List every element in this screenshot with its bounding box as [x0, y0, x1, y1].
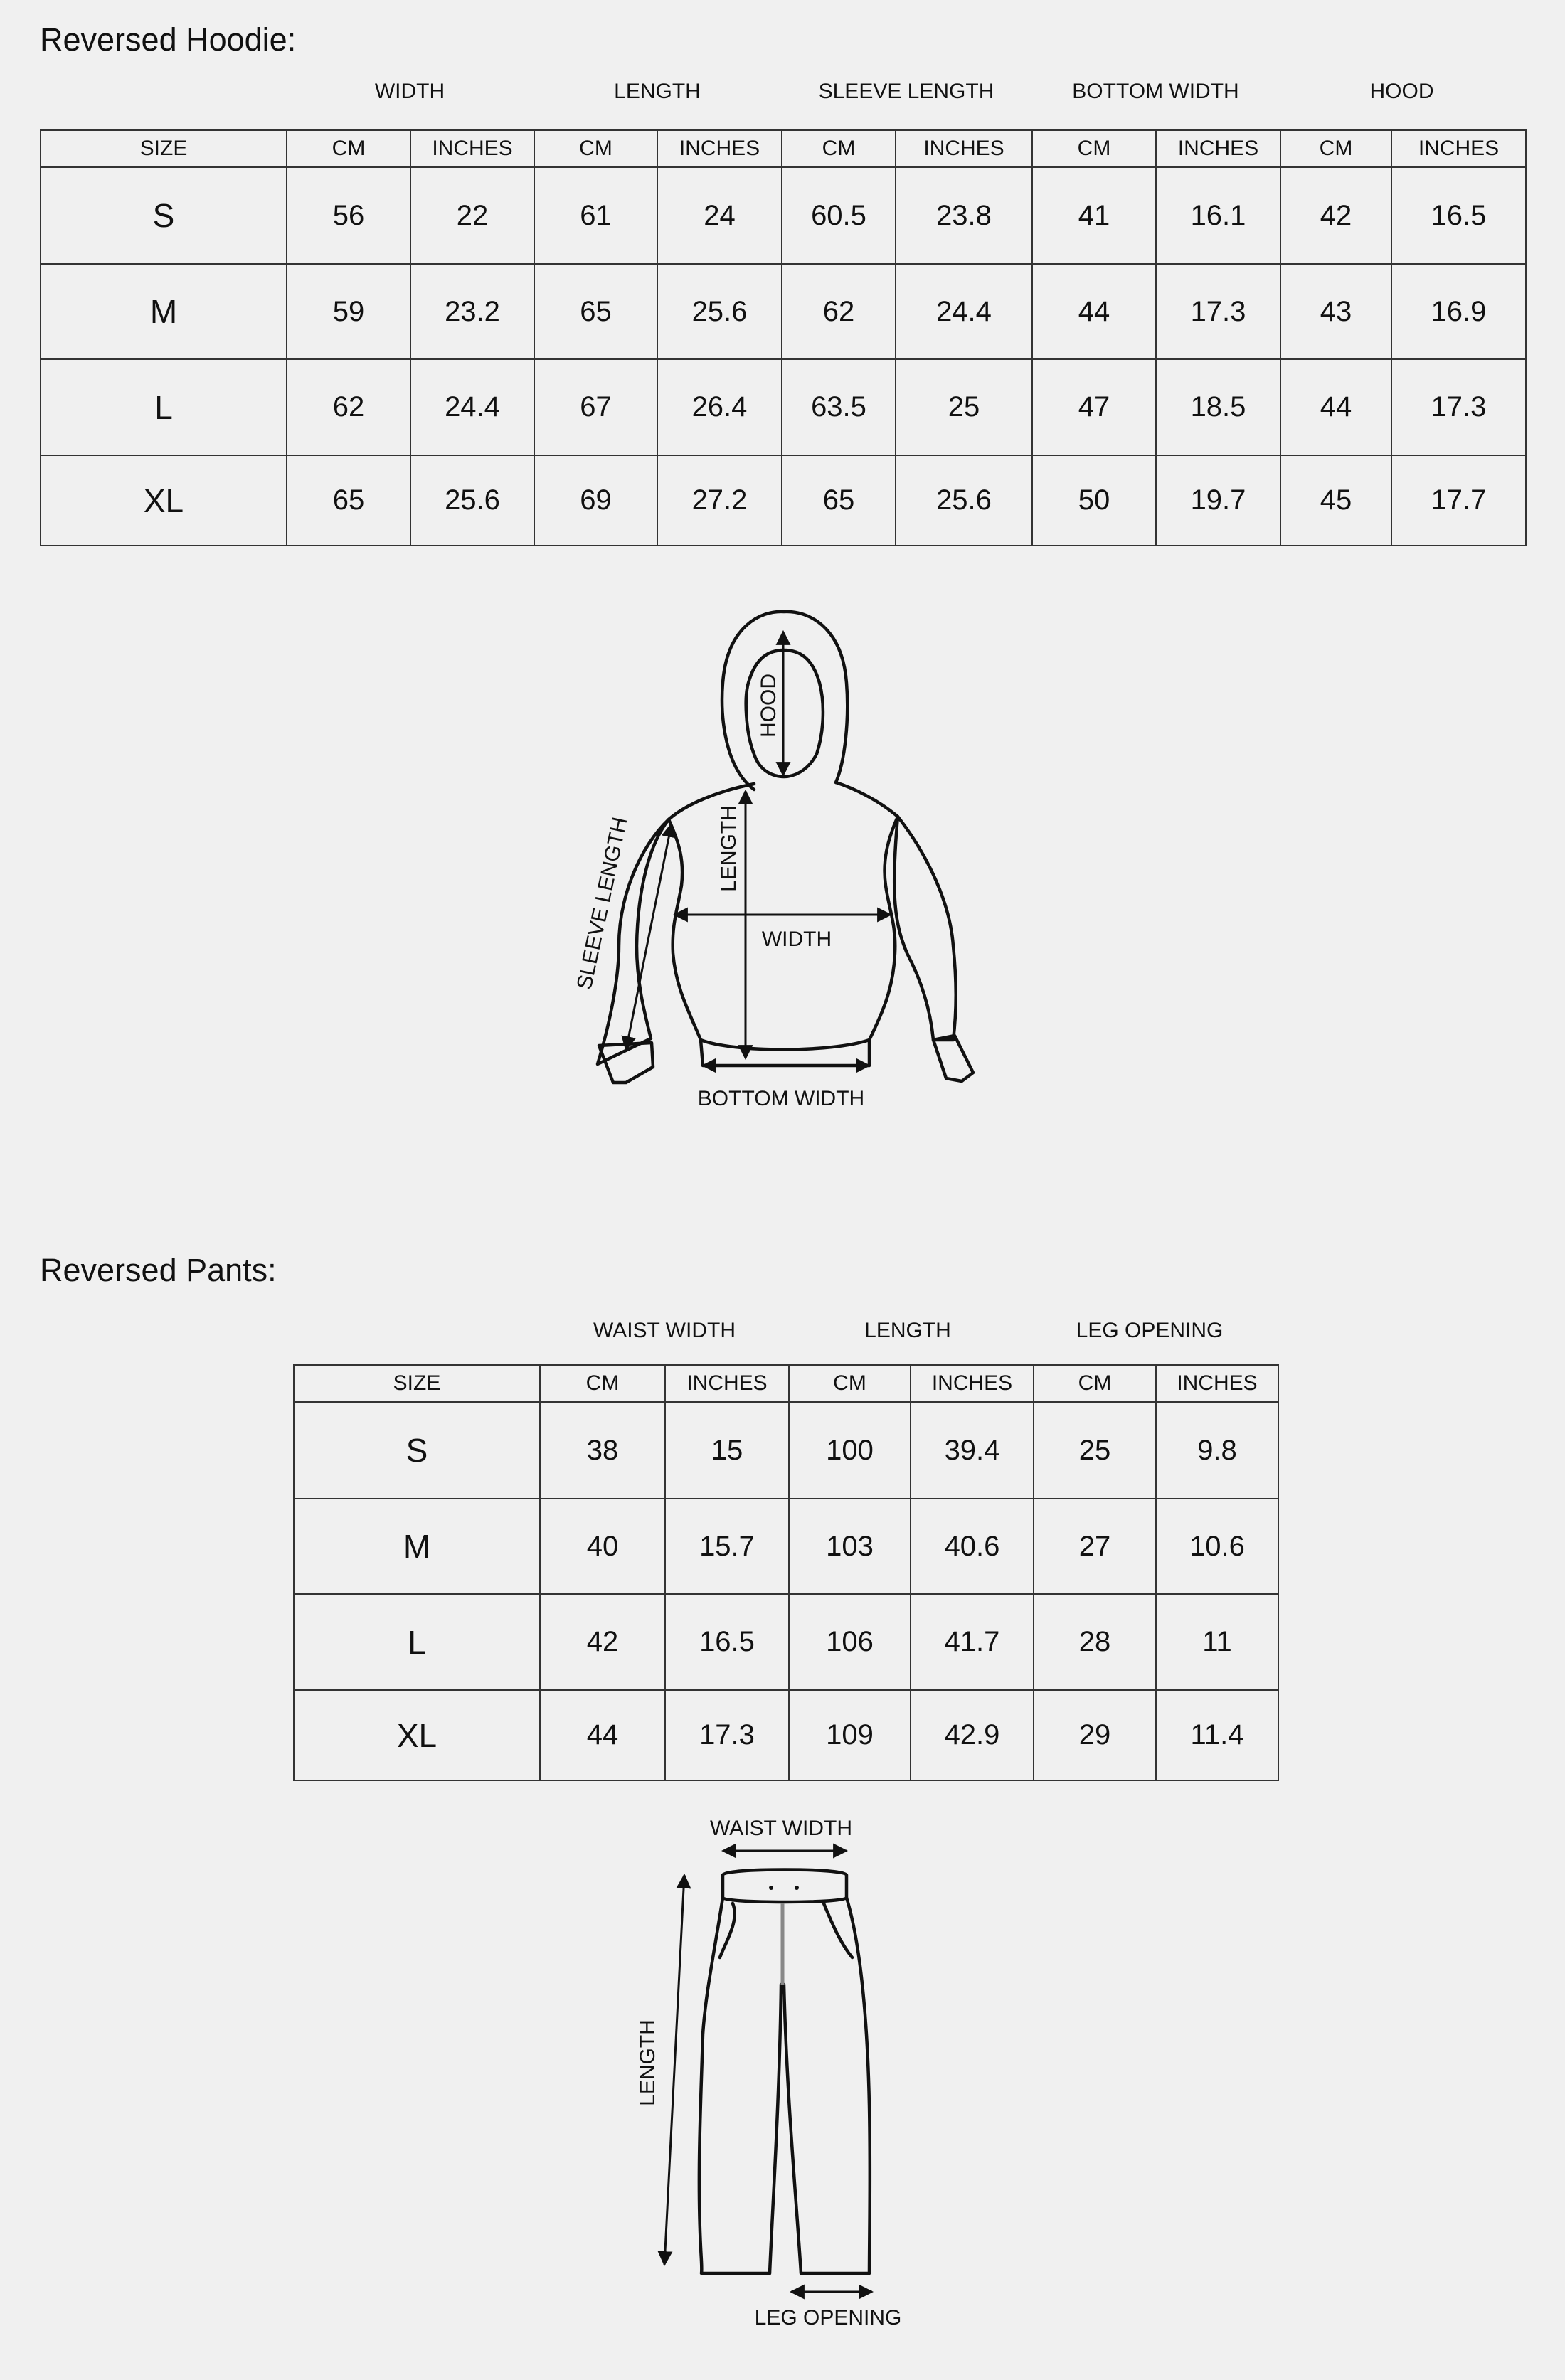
waist-width-label: WAIST WIDTH [710, 1817, 852, 1840]
table-row [294, 1594, 1278, 1690]
value-cell: 25.6 [410, 455, 534, 546]
hoodie-group-hood: HOOD [1369, 80, 1434, 103]
value-cell: 23.2 [410, 264, 534, 359]
value-cell: 25.6 [896, 455, 1032, 546]
value-cell: 106 [789, 1594, 911, 1690]
value-cell: 15.7 [665, 1499, 789, 1594]
length-arrow [664, 1875, 684, 2265]
table-row [41, 167, 1526, 264]
pants-outline [699, 1898, 870, 2273]
table-row [294, 1499, 1278, 1594]
pants-diagram [612, 1800, 939, 2347]
button-dot [795, 1886, 799, 1890]
value-cell: 103 [789, 1499, 911, 1594]
value-cell: 16.5 [665, 1594, 789, 1690]
value-cell: 44 [1280, 359, 1391, 455]
hoodie-group-length: LENGTH [614, 80, 701, 103]
value-cell: 40.6 [911, 1499, 1034, 1594]
bottom-width-label: BOTTOM WIDTH [697, 1087, 865, 1110]
pants-title: Reversed Pants: [40, 1252, 277, 1288]
pants-unit-row [294, 1365, 1278, 1402]
unit-inches: INCHES [1156, 1365, 1278, 1402]
size-cell: S [41, 167, 287, 264]
unit-inches: INCHES [1156, 130, 1280, 167]
value-cell: 38 [540, 1402, 665, 1499]
value-cell: 29 [1034, 1690, 1156, 1780]
value-cell: 25 [896, 359, 1032, 455]
value-cell: 67 [534, 359, 657, 455]
unit-inches: INCHES [657, 130, 782, 167]
leg-opening-label: LEG OPENING [754, 2306, 902, 2329]
value-cell: 25.6 [657, 264, 782, 359]
value-cell: 42.9 [911, 1690, 1034, 1780]
size-header: SIZE [294, 1365, 540, 1402]
hoodie-diagram [541, 597, 996, 1124]
hoodie-hem [701, 1040, 869, 1050]
value-cell: 17.3 [665, 1690, 789, 1780]
pants-group-waist-width: WAIST WIDTH [593, 1319, 736, 1342]
value-cell: 18.5 [1156, 359, 1280, 455]
value-cell: 23.8 [896, 167, 1032, 264]
hoodie-size-table [40, 129, 1527, 546]
waistband-outline [723, 1870, 847, 1903]
value-cell: 43 [1280, 264, 1391, 359]
size-header: SIZE [41, 130, 287, 167]
unit-inches: INCHES [410, 130, 534, 167]
value-cell: 109 [789, 1690, 911, 1780]
hood-outer-outline [722, 612, 847, 790]
unit-inches: INCHES [1391, 130, 1526, 167]
value-cell: 62 [782, 264, 896, 359]
right-pocket [824, 1903, 852, 1957]
size-cell: XL [41, 455, 287, 546]
value-cell: 61 [534, 167, 657, 264]
value-cell: 16.5 [1391, 167, 1526, 264]
size-cell: M [41, 264, 287, 359]
value-cell: 45 [1280, 455, 1391, 546]
value-cell: 39.4 [911, 1402, 1034, 1499]
value-cell: 26.4 [657, 359, 782, 455]
value-cell: 11.4 [1156, 1690, 1278, 1780]
value-cell: 16.9 [1391, 264, 1526, 359]
hoodie-title: Reversed Hoodie: [40, 21, 297, 58]
value-cell: 27.2 [657, 455, 782, 546]
value-cell: 24.4 [410, 359, 534, 455]
size-cell: S [294, 1402, 540, 1499]
value-cell: 27 [1034, 1499, 1156, 1594]
table-row [41, 359, 1526, 455]
pants-size-table [293, 1364, 1279, 1781]
value-cell: 41 [1032, 167, 1156, 264]
value-cell: 69 [534, 455, 657, 546]
size-cell: M [294, 1499, 540, 1594]
value-cell: 24.4 [896, 264, 1032, 359]
value-cell: 11 [1156, 1594, 1278, 1690]
value-cell: 42 [1280, 167, 1391, 264]
hood-label: HOOD [757, 674, 780, 738]
pants-group-length: LENGTH [864, 1319, 951, 1342]
value-cell: 24 [657, 167, 782, 264]
value-cell: 44 [1032, 264, 1156, 359]
value-cell: 17.3 [1391, 359, 1526, 455]
value-cell: 65 [534, 264, 657, 359]
unit-cm: CM [287, 130, 410, 167]
right-cuff [933, 1036, 973, 1081]
unit-cm: CM [540, 1365, 665, 1402]
value-cell: 16.1 [1156, 167, 1280, 264]
width-label: WIDTH [761, 928, 832, 951]
pants-group-leg-opening: LEG OPENING [1076, 1319, 1224, 1342]
value-cell: 19.7 [1156, 455, 1280, 546]
hoodie-body-outline [669, 782, 898, 1066]
unit-cm: CM [1280, 130, 1391, 167]
right-sleeve-outline [894, 817, 956, 1040]
value-cell: 28 [1034, 1594, 1156, 1690]
value-cell: 40 [540, 1499, 665, 1594]
button-dot [769, 1886, 773, 1890]
hoodie-group-bottom-width: BOTTOM WIDTH [1072, 80, 1239, 103]
unit-inches: INCHES [911, 1365, 1034, 1402]
value-cell: 42 [540, 1594, 665, 1690]
unit-inches: INCHES [896, 130, 1032, 167]
value-cell: 63.5 [782, 359, 896, 455]
value-cell: 60.5 [782, 167, 896, 264]
value-cell: 44 [540, 1690, 665, 1780]
value-cell: 25 [1034, 1402, 1156, 1499]
value-cell: 50 [1032, 455, 1156, 546]
hoodie-group-width: WIDTH [374, 80, 445, 103]
table-row [294, 1402, 1278, 1499]
length-label: LENGTH [636, 2019, 659, 2106]
unit-cm: CM [534, 130, 657, 167]
size-cell: L [41, 359, 287, 455]
hoodie-group-sleeve-length: SLEEVE LENGTH [818, 80, 994, 103]
value-cell: 65 [782, 455, 896, 546]
size-cell: L [294, 1594, 540, 1690]
value-cell: 15 [665, 1402, 789, 1499]
size-cell: XL [294, 1690, 540, 1780]
sleeve-length-label: SLEEVE LENGTH [572, 814, 632, 992]
table-row [41, 264, 1526, 359]
table-row [41, 455, 1526, 546]
table-row [294, 1690, 1278, 1780]
unit-cm: CM [789, 1365, 911, 1402]
value-cell: 9.8 [1156, 1402, 1278, 1499]
length-label: LENGTH [717, 805, 741, 892]
value-cell: 17.3 [1156, 264, 1280, 359]
value-cell: 41.7 [911, 1594, 1034, 1690]
value-cell: 47 [1032, 359, 1156, 455]
value-cell: 59 [287, 264, 410, 359]
value-cell: 22 [410, 167, 534, 264]
unit-inches: INCHES [665, 1365, 789, 1402]
unit-cm: CM [782, 130, 896, 167]
value-cell: 62 [287, 359, 410, 455]
unit-cm: CM [1034, 1365, 1156, 1402]
value-cell: 10.6 [1156, 1499, 1278, 1594]
value-cell: 100 [789, 1402, 911, 1499]
hoodie-unit-row [41, 130, 1526, 167]
unit-cm: CM [1032, 130, 1156, 167]
value-cell: 65 [287, 455, 410, 546]
value-cell: 56 [287, 167, 410, 264]
value-cell: 17.7 [1391, 455, 1526, 546]
